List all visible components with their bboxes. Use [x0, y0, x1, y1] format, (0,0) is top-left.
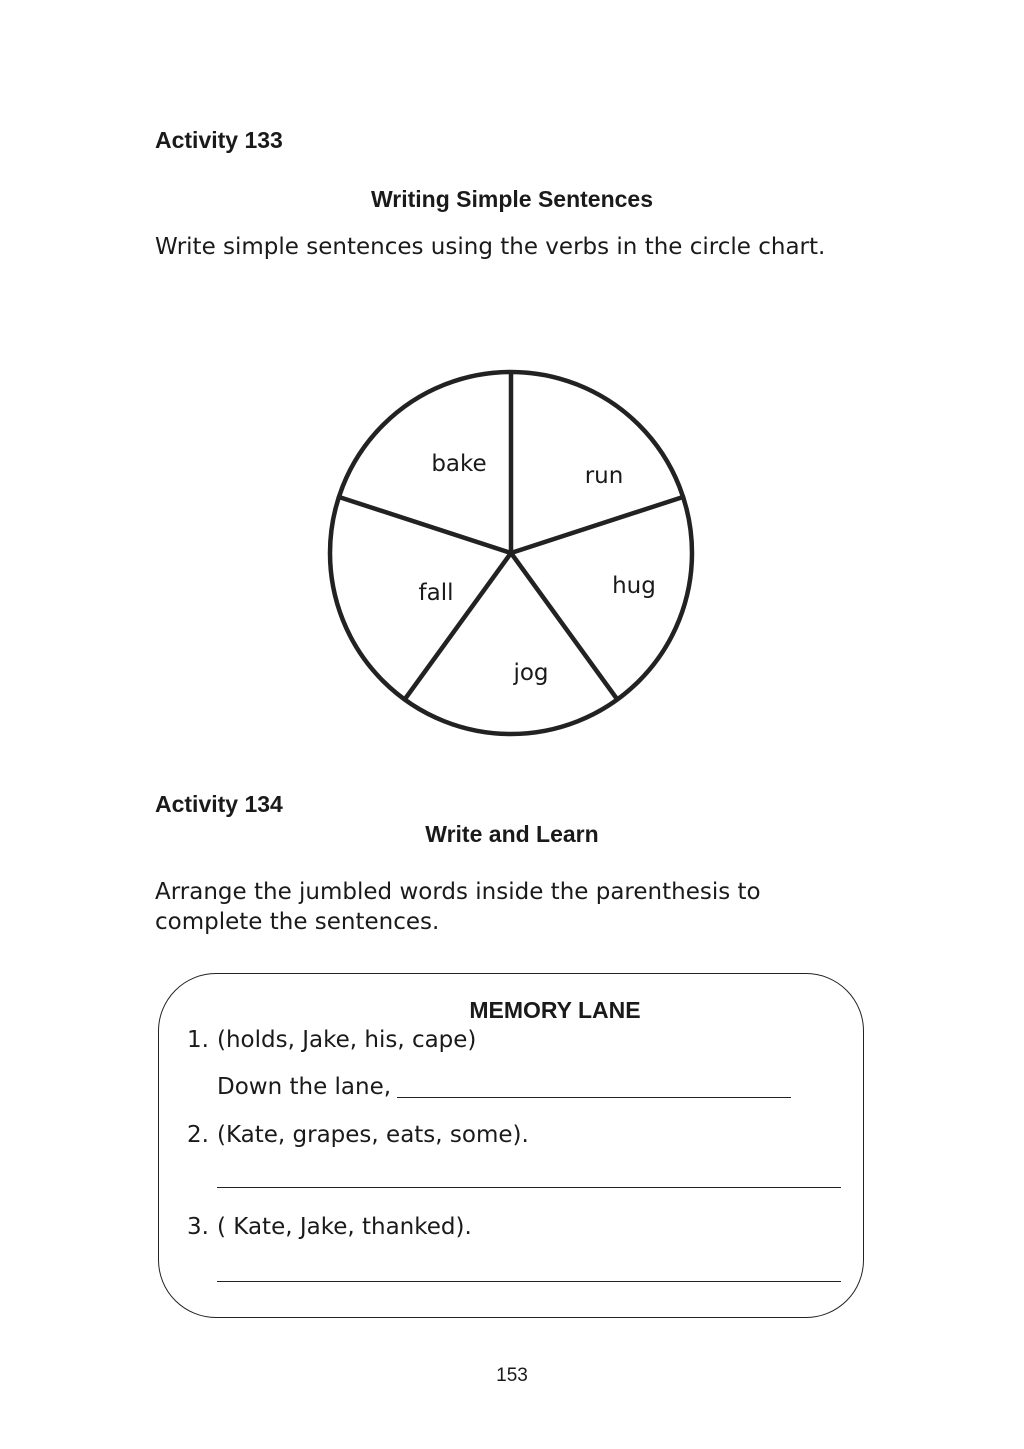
verb-label-run: run [584, 463, 624, 489]
activity-133-title: Writing Simple Sentences [370, 186, 654, 212]
answer-line[interactable] [217, 1187, 841, 1188]
activity-133-instruction: Write simple sentences using the verbs in the circle chart. [155, 234, 826, 260]
item-number: 2. [187, 1122, 209, 1148]
activity-134-instruction [155, 877, 761, 937]
instruction-line: complete the sentences. [155, 909, 440, 935]
item-prompt: (holds, Jake, his, cape) [217, 1027, 477, 1053]
item-number: 3. [187, 1214, 209, 1240]
divider-line [405, 553, 511, 699]
page-number: 153 [496, 1365, 528, 1386]
activity-133-heading: Activity 133 [155, 127, 283, 153]
divider-line [511, 497, 683, 553]
verb-label-hug: hug [612, 573, 656, 599]
verb-label-fall: fall [418, 580, 454, 606]
activity-134-title: Write and Learn [425, 821, 599, 847]
item-number: 1. [187, 1027, 209, 1053]
answer-line[interactable] [217, 1281, 841, 1282]
answer-line[interactable] [397, 1097, 791, 1098]
divider-line [339, 497, 511, 553]
verb-label-jog: jog [513, 660, 549, 686]
answer-prefix: Down the lane, [217, 1074, 392, 1100]
verb-label-bake: bake [431, 451, 487, 477]
item-prompt: (Kate, grapes, eats, some). [217, 1122, 529, 1148]
memory-lane-title: MEMORY LANE [469, 997, 641, 1023]
instruction-line: Arrange the jumbled words inside the parenthesis to [155, 879, 761, 905]
item-prompt: ( Kate, Jake, thanked). [217, 1214, 472, 1240]
activity-134-heading: Activity 134 [155, 791, 283, 817]
